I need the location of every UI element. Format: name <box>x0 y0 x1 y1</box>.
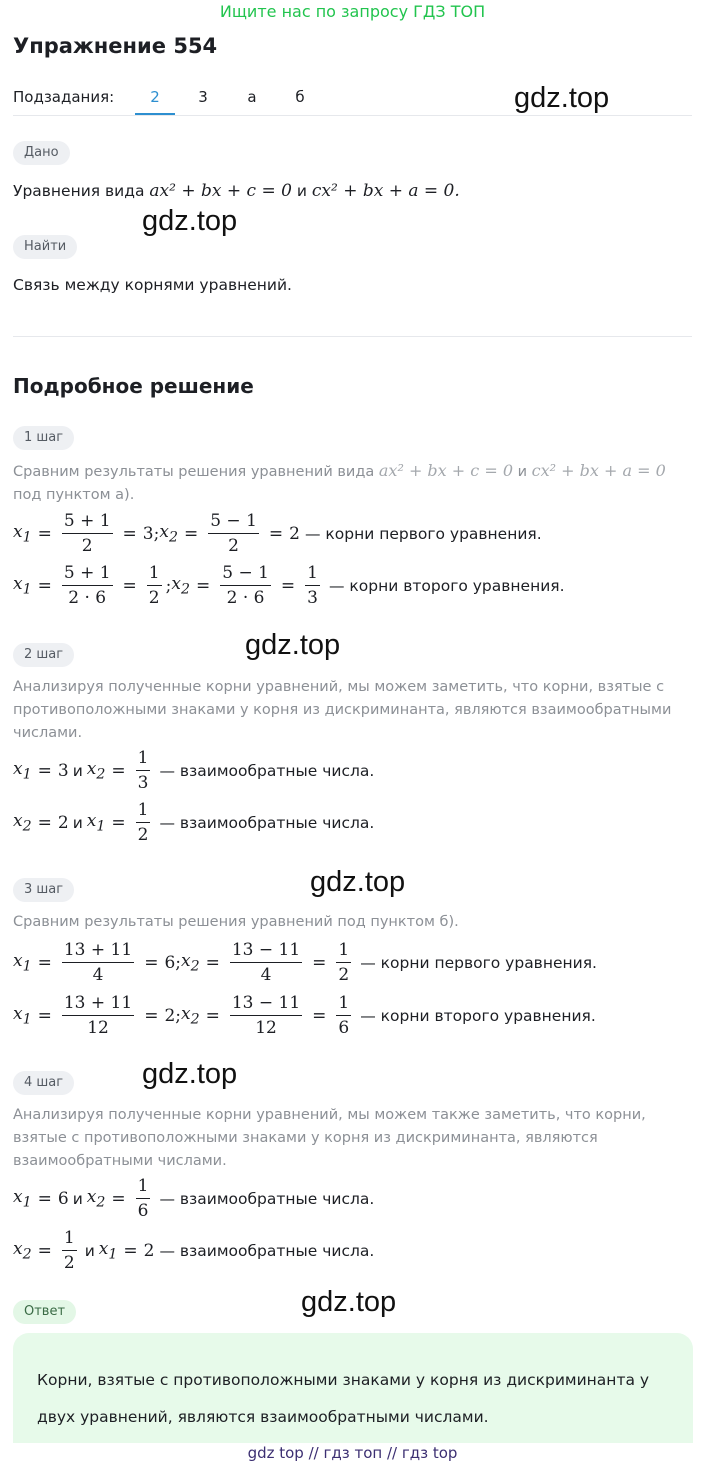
and-word: и <box>84 1241 95 1260</box>
step-4-chip: 4 шаг <box>13 1071 74 1095</box>
solution-title: Подробное решение <box>13 374 254 398</box>
and-word: и <box>72 813 83 832</box>
step-1-formula-1: $x_1$ = $\frac{5 + 1}{2}$ = 3; $x_2$ = $\frac{5 - 1}{2}$ = 2 — корни первого уравнения. <box>13 511 542 556</box>
find-text: Связь между корнями уравнений. <box>13 276 292 294</box>
active-tab-indicator <box>135 113 175 115</box>
given-text <box>13 181 460 201</box>
step-1-text <box>13 459 693 507</box>
step-1-formula-2: $x_1$ = $\frac{5 + 1}{2 \cdot 6}$ = $\frac{1}{2}$ ; $x_2$ = $\frac{5 - 1}{2 \cdot 6}$ = $\frac{1}{3}$ — корни второго уравнения. <box>13 563 565 608</box>
step-1-line-2-text: — корни второго уравнения. <box>328 576 565 595</box>
given-chip: Дано <box>13 141 70 165</box>
tabs-divider <box>13 115 692 116</box>
step-4-text: Анализируя полученные корни уравнений, мы можем также заметить, что корни, взятые с противоположными знаками у корня из дискриминанта, являются взаимообратными числами. <box>13 1107 646 1169</box>
step-2-formula-2: $x_2$ = 2 и $x_1$ = $\frac{1}{2}$ — взаимообратные числа. <box>13 800 375 845</box>
subtask-tab-2[interactable]: 2 <box>150 88 160 106</box>
answer-chip: Ответ <box>13 1300 76 1324</box>
step-3-text: Сравним результаты решения уравнений под пунктом б). <box>13 914 459 930</box>
given-equation-2: cx² + bx + a = 0. <box>311 181 460 201</box>
subtask-tab-3[interactable]: 3 <box>198 88 208 106</box>
step-4-line-1-text: — взаимообратные числа. <box>159 1189 375 1208</box>
step-3-formula-2: $x_1$ = $\frac{13 + 11}{12}$ = 2; $x_2$ = $\frac{13 - 11}{12}$ = $\frac{1}{6}$ — корни второго уравнения. <box>13 993 596 1038</box>
subtasks-label: Подзадания: <box>13 88 115 106</box>
subtask-tab-b[interactable]: б <box>295 88 305 106</box>
page-title: Упражнение 554 <box>13 34 218 58</box>
step-3-formula-1: $x_1$ = $\frac{13 + 11}{4}$ = 6; $x_2$ = $\frac{13 - 11}{4}$ = $\frac{1}{2}$ — корни первого уравнения. <box>13 940 597 985</box>
step-4-formula-1: $x_1$ = 6 и $x_2$ = $\frac{1}{6}$ — взаимообратные числа. <box>13 1176 375 1221</box>
given-prefix: Уравнения вида <box>13 182 145 200</box>
step-3-chip: 3 шаг <box>13 878 74 902</box>
top-banner[interactable]: Ищите нас по запросу ГДЗ ТОП <box>219 2 486 21</box>
watermark: gdz.top <box>310 866 406 898</box>
step-1-line-1-text: — корни первого уравнения. <box>304 524 542 543</box>
step-2-formula-1: $x_1$ = 3 и $x_2$ = $\frac{1}{3}$ — взаимообратные числа. <box>13 748 375 793</box>
step-4-formula-2: $x_2$ = $\frac{1}{2}$ и $x_1$ = 2 — взаимообратные числа. <box>13 1228 375 1273</box>
step-3-line-1-text: — корни первого уравнения. <box>360 953 597 972</box>
given-and: и <box>296 182 307 200</box>
watermark: gdz.top <box>301 1286 397 1318</box>
step-1-text-b: под пунктом а). <box>13 487 135 503</box>
and-word: и <box>72 1189 83 1208</box>
answer-text: Корни, взятые с противоположными знаками у корня из дискриминанта у двух уравнений, являются взаимообратными числами. <box>37 1371 650 1426</box>
given-equation-1: ax² + bx + c = 0 <box>149 181 292 201</box>
step-2-line-2-text: — взаимообратные числа. <box>159 813 375 832</box>
step-3-line-2-text: — корни второго уравнения. <box>360 1006 596 1025</box>
section-divider <box>13 336 692 337</box>
watermark: gdz.top <box>142 205 238 237</box>
step-4-line-2-text: — взаимообратные числа. <box>159 1241 375 1260</box>
step-2-chip: 2 шаг <box>13 643 74 667</box>
find-chip: Найти <box>13 235 77 259</box>
footer-links[interactable]: gdz top // гдз топ // гдз top <box>247 1444 458 1462</box>
step-1-chip: 1 шаг <box>13 426 74 450</box>
step-1-text-a: Сравним результаты решения уравнений вида <box>13 464 375 480</box>
subtask-tab-a[interactable]: а <box>247 88 257 106</box>
and-word: и <box>72 761 83 780</box>
step-1-equation-1: ax² + bx + c = 0 <box>378 461 513 480</box>
watermark: gdz.top <box>514 82 610 114</box>
step-1-and: и <box>517 464 528 480</box>
step-2-line-1-text: — взаимообратные числа. <box>159 761 375 780</box>
step-1-equation-2: cx² + bx + a = 0 <box>531 461 666 480</box>
watermark: gdz.top <box>245 629 341 661</box>
step-2-text: Анализируя полученные корни уравнений, мы можем заметить, что корни, взятые с противоположными знаками у корня из дискриминанта, являются взаимообратными числами. <box>13 679 672 741</box>
watermark: gdz.top <box>142 1058 238 1090</box>
